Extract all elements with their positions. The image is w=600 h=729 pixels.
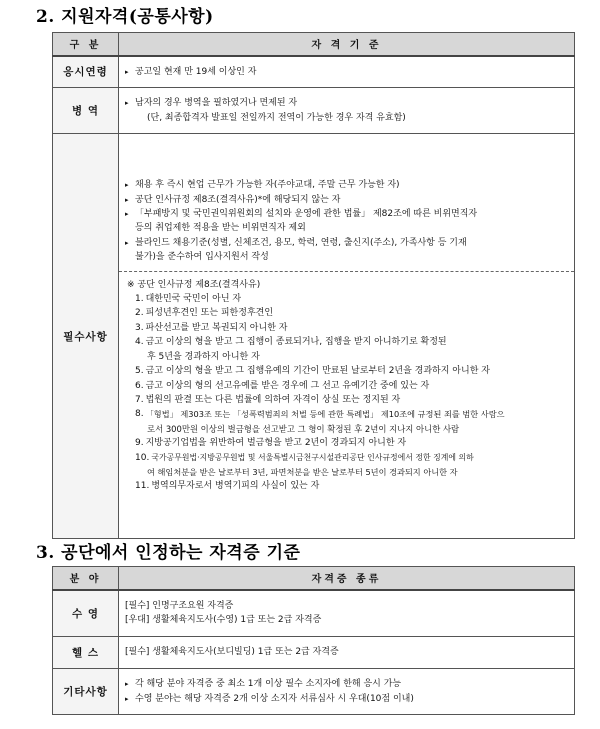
header-category: 구 분 — [53, 33, 119, 56]
row-etc — [53, 669, 575, 715]
list-item: ▸ 수영 분야는 해당 자격증 2개 이상 소지자 서류심사 시 우대(10점 이내) — [125, 692, 568, 706]
row-content-required — [119, 134, 575, 539]
numbered-item: 9. 지방공기업법을 위반하여 벌금형을 받고 2년이 경과되지 아니한 자 — [135, 438, 407, 449]
numbered-item: 3. 파산선고를 받고 복권되지 아니한 자 — [135, 322, 288, 333]
row-health — [53, 637, 575, 669]
row-label-health: 헬 스 — [53, 637, 119, 669]
row-label-etc: 기타사항 — [53, 669, 119, 715]
numbered-item: 8. 「형법」 제303조 또는 「성폭력범죄의 처벌 등에 관한 특례법」 제10조에 규정된 죄를 범한 사람으 — [135, 409, 505, 420]
list-item: ▸ 각 해당 분야 자격증 중 최소 1개 이상 필수 소지자에 한해 응시 가능 — [125, 677, 568, 691]
certificate-table — [52, 566, 575, 715]
list-item: ▸ 블라인드 채용기준(성별, 신체조건, 용모, 학력, 연령, 출신지(주소), 가족사항 등 기재 — [125, 236, 568, 250]
bullet-icon: ▸ — [125, 680, 129, 689]
certificate-line: [우대] 생활체육지도사(수영) 1급 또는 2급 자격증 — [125, 615, 322, 626]
section-2-title: 2. 지원자격(공통사항) — [36, 7, 214, 27]
header-criteria: 자 격 기 준 — [119, 33, 575, 56]
numbered-item: 11. 병역의무자로서 병역기피의 사실이 있는 자 — [135, 481, 320, 492]
list-item: ▸ 공고일 현재 만 19세 이상인 자 — [125, 65, 568, 79]
disqualification-note-title: ※ 공단 인사규정 제8조(결격사유) — [127, 279, 261, 290]
header-field: 분 야 — [53, 567, 119, 590]
row-content-military — [119, 88, 575, 134]
military-note: (단, 최종합격자 발표일 전일까지 전역이 가능한 경우 자격 유효함) — [147, 112, 406, 123]
bullet-icon: ▸ — [125, 99, 129, 108]
row-content-health — [119, 637, 575, 669]
numbered-item-continued: 여 해임처분을 받은 날로부터 3년, 파면처분을 받은 날로부터 5년이 경과되지 아니한 자 — [147, 466, 458, 477]
row-content-age — [119, 56, 575, 88]
bullet-icon: ▸ — [125, 694, 129, 703]
list-item-continued: 불가)을 준수하여 입사지원서 작성 — [135, 252, 269, 263]
row-content-etc — [119, 669, 575, 715]
header-certificate: 자격증 종류 — [119, 567, 575, 590]
numbered-item-continued: 후 5년을 경과하지 아니한 자 — [147, 351, 260, 362]
numbered-item: 2. 피성년후견인 또는 피한정후견인 — [135, 308, 274, 319]
list-item-continued: 등의 취업제한 적용을 받는 비위면직자 제외 — [135, 223, 306, 234]
row-label-age: 응시연령 — [53, 56, 119, 88]
numbered-item-continued: 로서 300만원 이상의 벌금형을 선고받고 그 형이 확정된 후 2년이 지나지 아니한 사람 — [147, 423, 460, 434]
bullet-icon: ▸ — [125, 67, 129, 76]
list-item: ▸ 공단 인사규정 제8조(결격사유)*에 해당되지 않는 자 — [125, 193, 568, 207]
list-item: ▸ 「부패방지 및 국민권익위원회의 설치와 운영에 관한 법률」 제82조에 따른 비위면직자 — [125, 207, 568, 221]
table-header-row — [53, 33, 575, 56]
numbered-item: 4. 금고 이상의 형을 받고 그 집행이 종료되거나, 집행을 받지 아니하기로 확정된 — [135, 337, 447, 348]
numbered-item: 5. 금고 이상의 형을 받고 그 집행유예의 기간이 만료된 날로부터 2년을 경과하지 아니한 자 — [135, 366, 490, 377]
table-header-row — [53, 567, 575, 590]
row-label-required: 필수사항 — [53, 134, 119, 539]
bullet-icon: ▸ — [125, 181, 129, 190]
numbered-item: 10. 국가공무원법·지방공무원법 및 서울특별시금천구시설관리공단 인사규정에서 정한 징계에 의하 — [135, 452, 474, 463]
certificate-line: [필수] 인명구조요원 자격증 — [125, 600, 234, 611]
bullet-icon: ▸ — [125, 195, 129, 204]
numbered-item: 1. 대한민국 국민이 아닌 자 — [135, 294, 242, 305]
row-required — [53, 134, 575, 539]
row-swim — [53, 590, 575, 637]
dashed-divider — [119, 271, 574, 272]
certificate-line: [필수] 생활체육지도사(보디빌딩) 1급 또는 2급 자격증 — [125, 647, 339, 658]
qualification-table — [52, 32, 575, 539]
row-content-swim — [119, 590, 575, 637]
row-military — [53, 88, 575, 134]
bullet-icon: ▸ — [125, 210, 129, 219]
row-label-swim: 수 영 — [53, 590, 119, 637]
numbered-item: 6. 금고 이상의 형의 선고유예를 받은 경우에 그 선고 유예기간 중에 있는 자 — [135, 380, 430, 391]
section-3-title: 3. 공단에서 인정하는 자격증 기준 — [36, 543, 301, 563]
row-label-military: 병 역 — [53, 88, 119, 134]
list-item: ▸ 채용 후 즉시 현업 근무가 가능한 자(주야교대, 주말 근무 가능한 자) — [125, 178, 568, 192]
bullet-icon: ▸ — [125, 238, 129, 247]
numbered-item: 7. 법원의 판결 또는 다른 법률에 의하여 자격이 상실 또는 정지된 자 — [135, 394, 401, 405]
row-age — [53, 56, 575, 88]
list-item: ▸ 남자의 경우 병역을 필하였거나 면제된 자 — [125, 96, 568, 110]
